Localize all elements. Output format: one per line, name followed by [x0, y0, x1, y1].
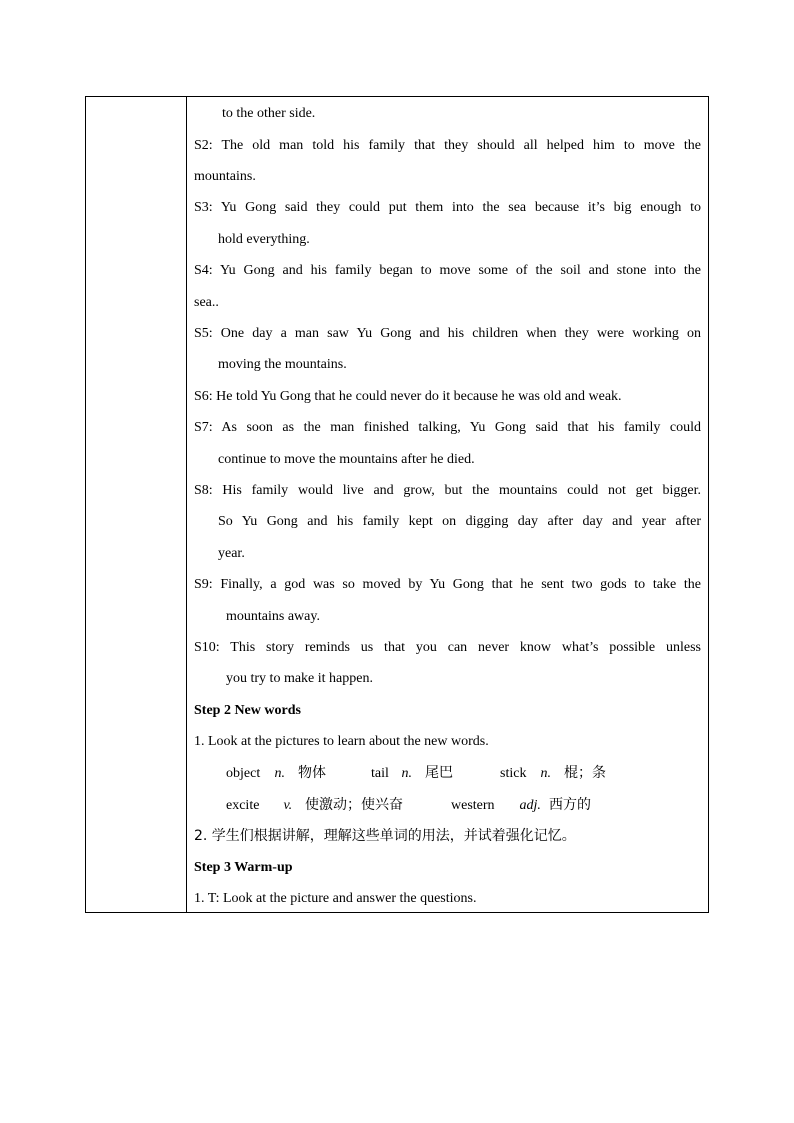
- vocab-pos: n.: [540, 766, 551, 781]
- vocab-entry: [226, 764, 326, 783]
- text-line: S5: One day a man saw Yu Gong and his children when they were working on: [194, 326, 701, 341]
- vocab-meaning: 西方的: [549, 797, 591, 813]
- text-line: S6: He told Yu Gong that he could never do it because he was old and weak.: [194, 389, 622, 404]
- text-line: S10: This story reminds us that you can never know what’s possible unless: [194, 640, 701, 655]
- vocab-entry: [500, 764, 606, 783]
- text-line: moving the mountains.: [218, 357, 347, 372]
- vocab-pos: n.: [401, 766, 412, 781]
- text-line: S2: The old man told his family that they should all helped him to move the: [194, 138, 701, 153]
- text-line: hold everything.: [218, 232, 310, 247]
- left-column-cell: [86, 97, 187, 912]
- text-line: you try to make it happen.: [226, 671, 373, 686]
- text-line: S3: Yu Gong said they could put them into the sea because it’s big enough to: [194, 200, 701, 215]
- lesson-table: [85, 96, 709, 913]
- vocab-word: western: [451, 798, 495, 813]
- step3-item1: 1. T: Look at the picture and answer the questions.: [194, 891, 477, 906]
- text-line: mountains away.: [226, 609, 320, 624]
- vocab-meaning: 尾巴: [425, 765, 453, 781]
- vocab-entry: [451, 796, 591, 815]
- text-line: continue to move the mountains after he died.: [218, 452, 475, 467]
- vocab-meaning: 物体: [298, 765, 326, 781]
- vocab-word: stick: [500, 766, 527, 781]
- vocab-entry: [226, 796, 403, 815]
- text-line: S4: Yu Gong and his family began to move some of the soil and stone into the: [194, 263, 701, 278]
- step2-item2: 2. 学生们根据讲解，理解这些单词的用法，并试着强化记忆。: [194, 828, 576, 844]
- vocab-entry: [371, 764, 453, 783]
- vocab-pos: adj.: [519, 798, 541, 813]
- step2-heading: Step 2 New words: [194, 703, 301, 718]
- text-line: year.: [218, 546, 245, 561]
- step3-heading: Step 3 Warm-up: [194, 860, 293, 875]
- text-line: mountains.: [194, 169, 256, 184]
- vocab-meaning: 使激动；使兴奋: [305, 797, 403, 813]
- text-line: S7: As soon as the man finished talking, Yu Gong said that his family could: [194, 420, 701, 435]
- text-line: S9: Finally, a god was so moved by Yu Gong that he sent two gods to take the: [194, 577, 701, 592]
- text-line: to the other side.: [222, 106, 316, 121]
- vocab-pos: n.: [274, 766, 285, 781]
- text-line: So Yu Gong and his family kept on digging day after day and year after: [218, 514, 701, 529]
- text-line: S8: His family would live and grow, but the mountains could not get bigger.: [194, 483, 701, 498]
- vocab-word: excite: [226, 798, 260, 813]
- text-line: sea..: [194, 295, 219, 310]
- vocab-word: object: [226, 766, 261, 781]
- vocab-word: tail: [371, 766, 389, 781]
- vocab-pos: v.: [283, 798, 293, 813]
- vocab-meaning: 棍；条: [564, 765, 606, 781]
- step2-item1: 1. Look at the pictures to learn about the new words.: [194, 734, 489, 749]
